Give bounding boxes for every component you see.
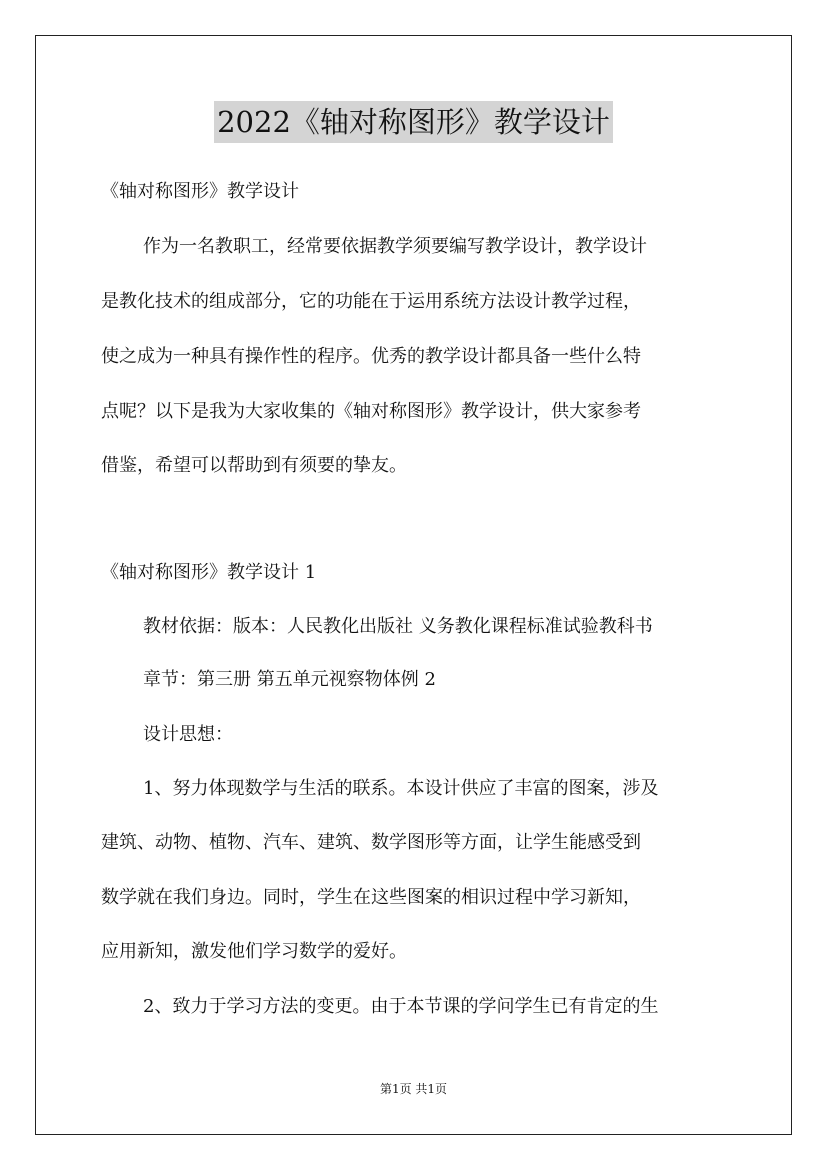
- paragraph-line: 应用新知，激发他们学习数学的爱好。: [101, 941, 407, 962]
- paragraph-line: 设计思想：: [143, 724, 233, 745]
- paragraph-line: 作为一名教职工，经常要依据教学须要编写教学设计，教学设计: [143, 236, 647, 257]
- paragraph-line: 点呢？以下是我为大家收集的《轴对称图形》教学设计，供大家参考: [101, 401, 641, 422]
- page-footer: 第1页 共1页: [379, 1082, 448, 1096]
- paragraph-line: 借鉴，希望可以帮助到有须要的挚友。: [101, 455, 407, 476]
- subtitle: 《轴对称图形》教学设计: [101, 181, 299, 202]
- paragraph-line: 是教化技术的组成部分，它的功能在于运用系统方法设计教学过程，: [101, 291, 641, 312]
- paragraph-line: 教材依据：版本：人民教化出版社 义务教化课程标准试验教科书: [143, 616, 653, 637]
- paragraph-line: 数学就在我们身边。同时，学生在这些图案的相识过程中学习新知，: [101, 887, 641, 908]
- document-title: 2022《轴对称图形》教学设计: [214, 101, 613, 143]
- title-container: [0, 101, 827, 143]
- paragraph-line: 2、致力于学习方法的变更。由于本节课的学问学生已有肯定的生: [143, 996, 659, 1017]
- paragraph-line: 使之成为一种具有操作性的程序。优秀的教学设计都具备一些什么特: [101, 346, 641, 367]
- paragraph-line: 建筑、动物、植物、汽车、建筑、数学图形等方面，让学生能感受到: [101, 832, 641, 853]
- paragraph-line: 1、努力体现数学与生活的联系。本设计供应了丰富的图案，涉及: [143, 778, 659, 799]
- paragraph-line: 章节：第三册 第五单元视察物体例 2: [143, 669, 436, 690]
- section-heading: 《轴对称图形》教学设计 1: [101, 562, 317, 583]
